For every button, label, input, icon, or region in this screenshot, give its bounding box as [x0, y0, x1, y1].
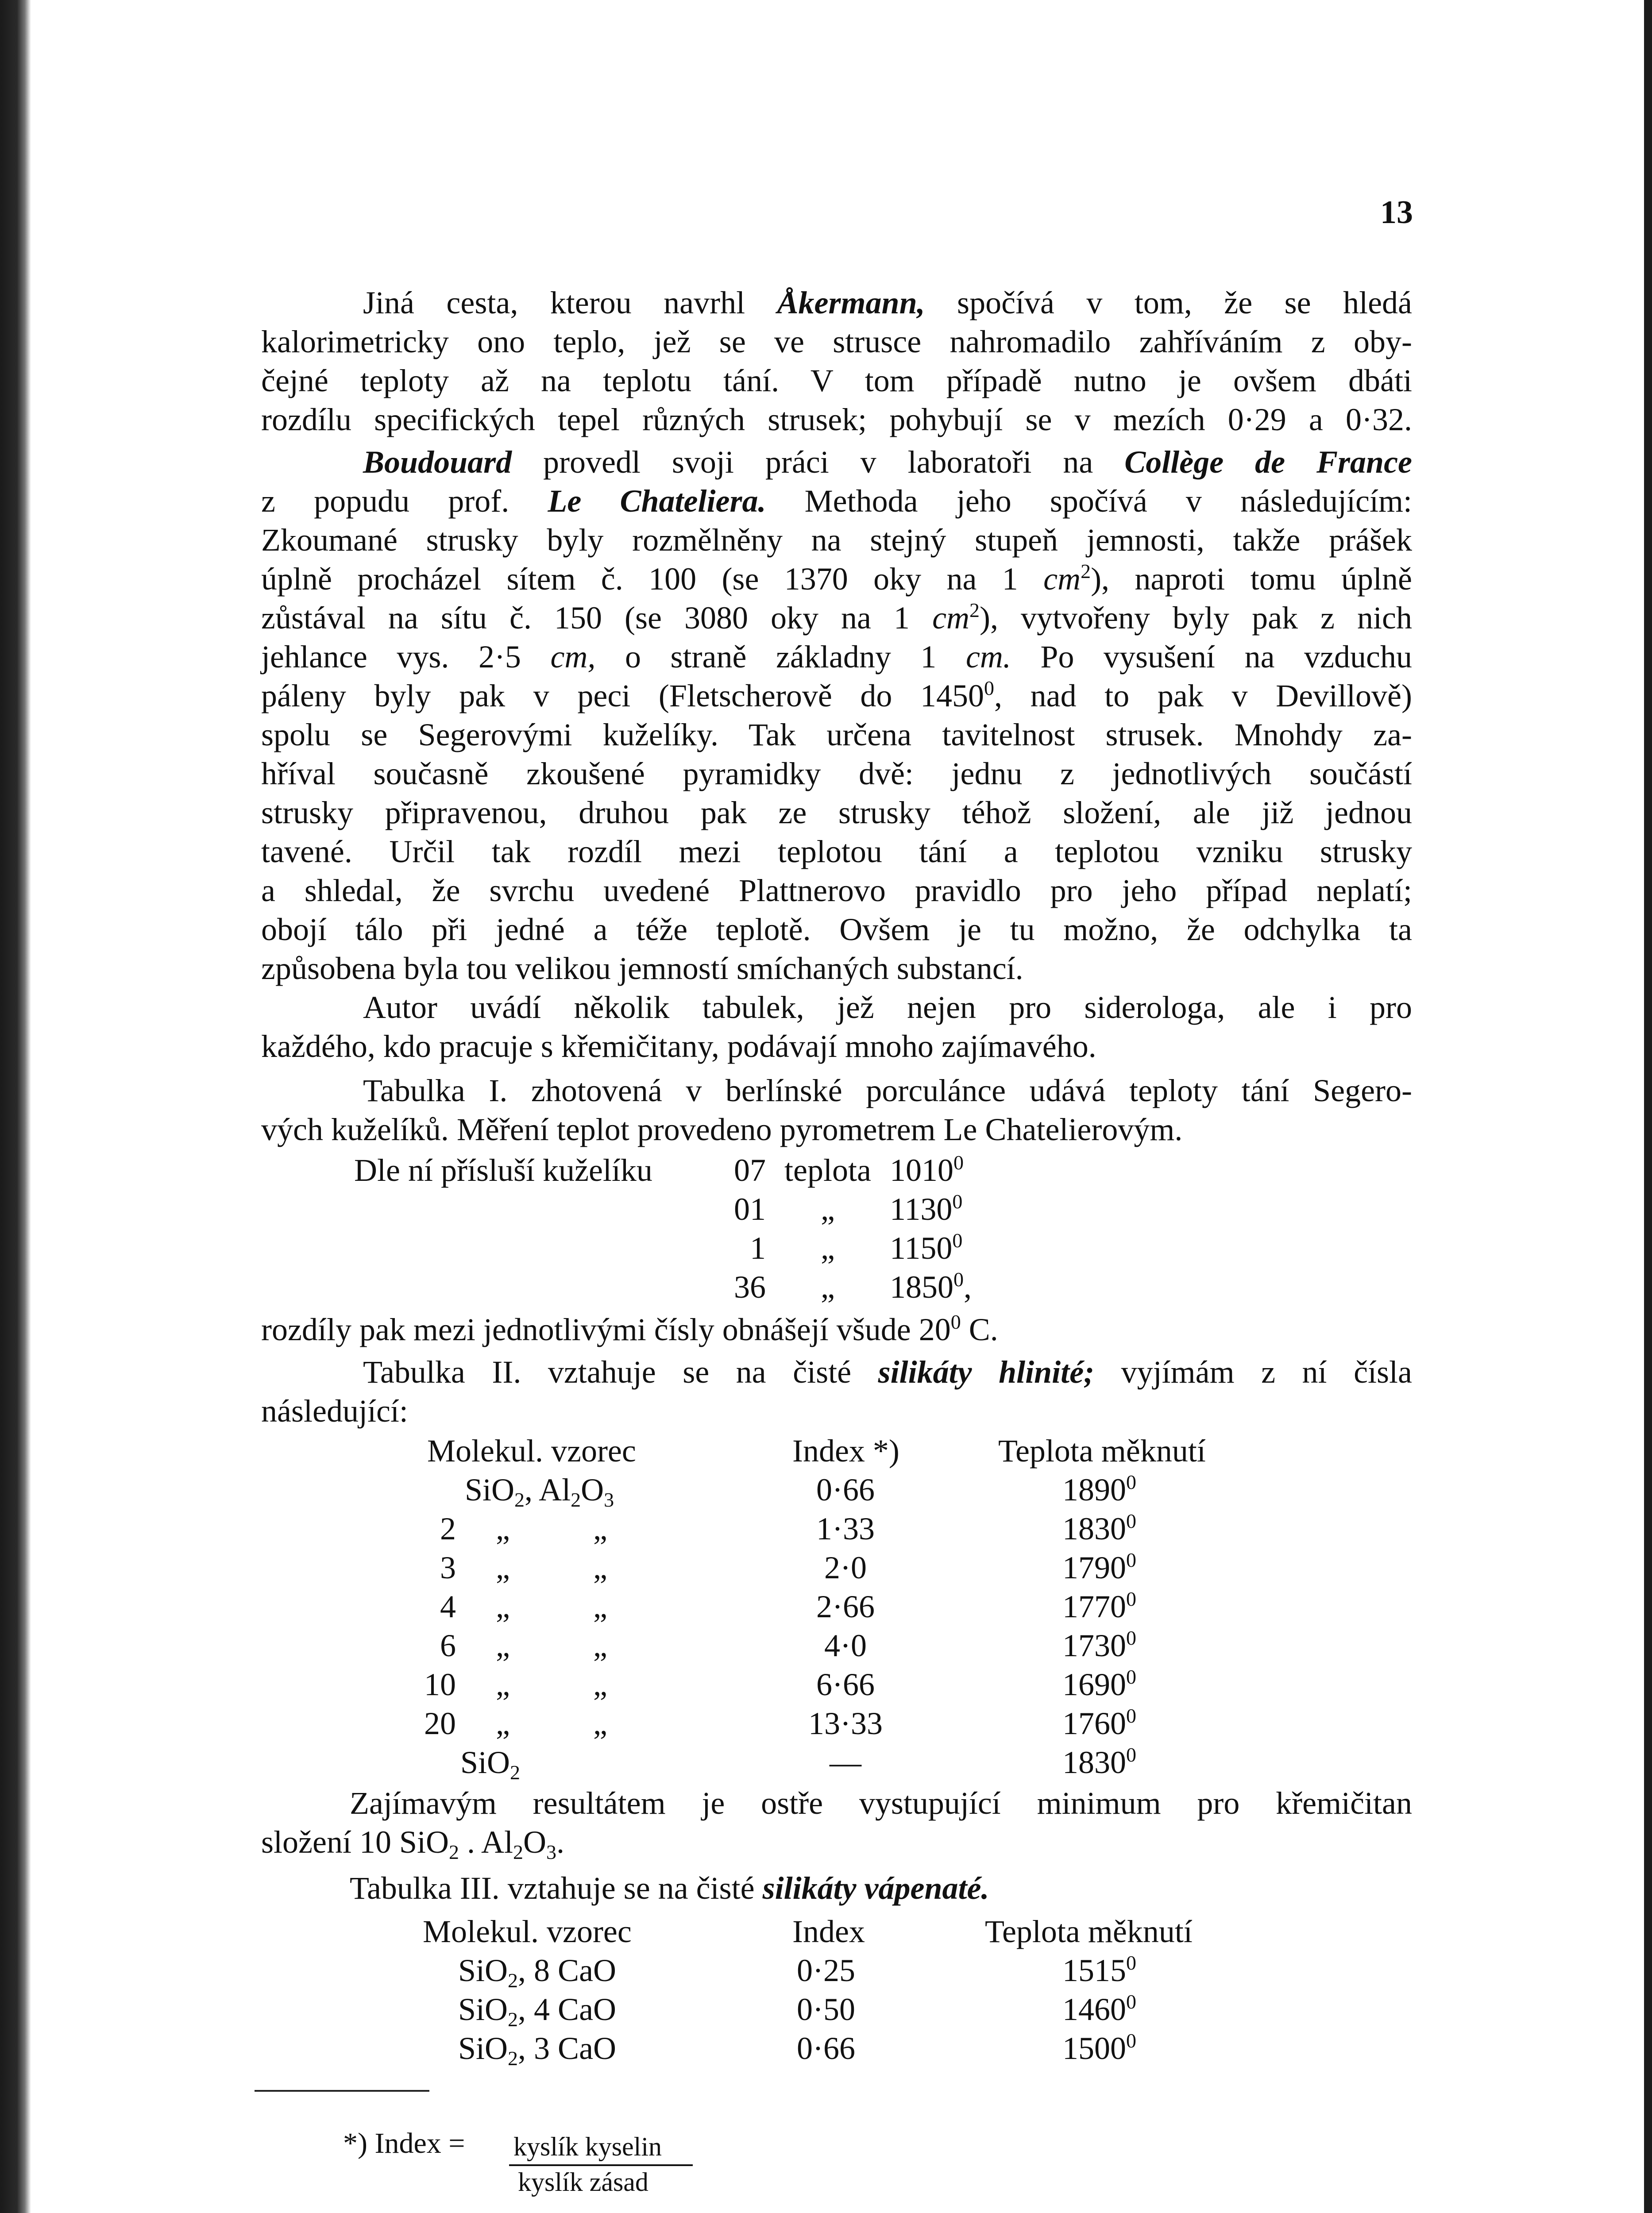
paragraph-1-line-1: Jiná cesta, kterou navrhl Åkermann, spočívá v tom, že se hledá [363, 285, 1412, 320]
paragraph-2-line-9: hříval současně zkoušené pyramidky dvě: jednu z jednotlivých součástí [261, 756, 1412, 791]
table2-row-temp: 1770$^0$ [1062, 1588, 1136, 1624]
table2-row-ditto: „ [496, 1589, 510, 1624]
table1-temp: 1130$^0$ [890, 1190, 963, 1227]
table3-header-formula: Molekul. vzorec [423, 1914, 632, 1949]
table2-row-formula: SiO2, Al2O3 [465, 1472, 614, 1511]
paragraph-1-line-3: čejné teploty až na teplotu tání. V tom případě nutno je ovšem dbáti [261, 363, 1412, 398]
table2-header-temp: Teplota měknutí [998, 1433, 1206, 1469]
page-number: 13 [1380, 194, 1413, 231]
table2-row-ditto: „ [593, 1550, 607, 1585]
footnote-numerator: kyslík kyselin [513, 2132, 662, 2161]
table2-row-ditto: „ [496, 1628, 510, 1663]
paragraph-2-line-5: zůstával na sítu č. 150 (se 3080 oky na 1 $cm^2$), vytvořeny byly pak z nich [261, 599, 1413, 636]
table2-row-index: 6·66 [816, 1667, 875, 1702]
paragraph-3-line-1: Autor uvádí několik tabulek, jež nejen pro siderologa, ale i pro [363, 990, 1412, 1025]
table3-header-temp: Teplota měknutí [985, 1914, 1193, 1949]
paragraph-4-line-2: vých kuželíků. Měření teplot provedeno pyrometrem Le Chatelierovým. [261, 1112, 1183, 1147]
table1-cone: 1 [750, 1230, 766, 1266]
paragraph-5-line-1: Zajímavým resultátem je ostře vystupující minimum pro křemičitan [350, 1785, 1412, 1821]
paragraph-2-line-11: tavené. Určil tak rozdíl mezi teplotou tání a teplotou vzniku strusky [261, 834, 1412, 869]
table1-label: teplota [784, 1153, 871, 1188]
table1-temp: 1150$^0$ [890, 1229, 963, 1266]
table1-cone: 01 [734, 1191, 766, 1227]
paragraph-2-line-14: způsobena byla tou velikou jemností smíchaných substancí. [261, 951, 1023, 986]
paragraph-1-line-4: rozdílu specifických tepel různých strusek; pohybují se v mezích 0·29 a 0·32. [261, 402, 1412, 437]
table3-intro: Tabulka III. vztahuje se na čisté silikáty vápenaté. [350, 1870, 989, 1906]
table2-intro-line-1: Tabulka II. vztahuje se na čisté silikáty hlinité; vyjímám z ní čísla [363, 1354, 1413, 1390]
table1-label: „ [821, 1191, 835, 1227]
table2-row-ditto: „ [593, 1589, 607, 1624]
table2-row-temp: 1760$^0$ [1062, 1704, 1136, 1741]
paragraph-2-line-4: úplně procházel sítem č. 100 (se 1370 oky na 1 $cm^2$), naproti tomu úplně [261, 560, 1413, 597]
table2-row-ditto: „ [593, 1667, 607, 1702]
paragraph-2-line-10: strusky připravenou, druhou pak ze strusky téhož složení, ale již jednou [261, 795, 1412, 830]
table2-intro-line-2: následující: [261, 1393, 408, 1429]
table2-row-number: 2 [440, 1511, 456, 1546]
table3-row-index: 0·50 [797, 1992, 855, 2027]
table2-row-ditto: „ [496, 1706, 510, 1741]
table3-row-formula: SiO2, 8 CaO [458, 1953, 617, 1992]
paragraph-2-line-3: Zkoumané strusky byly rozmělněny na stejný stupeň jemnosti, takže prášek [261, 522, 1412, 558]
footnote-fraction-bar [509, 2164, 693, 2166]
table2-row-temp: 1890$^0$ [1062, 1471, 1136, 1507]
paragraph-2-line-6: jehlance vys. 2·5 cm, o straně základny 1 cm. Po vysušení na vzduchu [261, 639, 1412, 675]
table2-row-ditto: „ [593, 1706, 607, 1741]
paragraph-4-line-1: Tabulka I. zhotovená v berlínské porculánce udává teploty tání Segero- [363, 1073, 1412, 1108]
table1-intro: Dle ní přísluší kuželíku [354, 1153, 652, 1188]
paragraph-2-line-13: obojí tálo při jedné a téže teplotě. Ovšem je tu možno, že odchylka ta [261, 912, 1412, 947]
table1-label: „ [821, 1230, 835, 1266]
table1-label: „ [821, 1269, 835, 1305]
table1-cone: 36 [734, 1269, 766, 1305]
table2-row-temp: 1790$^0$ [1062, 1549, 1136, 1585]
table2-row-number: 4 [440, 1589, 456, 1624]
table3-header-index: Index [792, 1914, 865, 1949]
table2-row-ditto: „ [496, 1550, 510, 1585]
table1-temp: 1850$^0$, [890, 1268, 972, 1305]
table3-row-formula: SiO2, 3 CaO [458, 2031, 617, 2070]
table2-row-temp: 1690$^0$ [1062, 1666, 1136, 1702]
table3-row-formula: SiO2, 4 CaO [458, 1992, 617, 2031]
paragraph-2-line-7: páleny byly pak v peci (Fletscherově do 1450$^0$, nad to pak v Devillově) [261, 677, 1412, 713]
footnote-label: *) Index = [343, 2127, 465, 2159]
table1-cone: 07 [734, 1153, 766, 1188]
paragraph-2-line-8: spolu se Segerovými kuželíky. Tak určena tavitelnost strusek. Mnohdy za- [261, 717, 1412, 752]
paragraph-3-line-2: každého, kdo pracuje s křemičitany, podávají mnoho zajímavého. [261, 1029, 1096, 1064]
table3-row-index: 0·25 [797, 1953, 855, 1988]
table2-row-ditto: „ [496, 1511, 510, 1546]
table2-header-index: Index *) [792, 1433, 899, 1469]
table1-temp: 1010$^0$ [890, 1151, 964, 1188]
footnote-denominator: kyslík zásad [518, 2167, 648, 2197]
table2-row-ditto: „ [496, 1667, 510, 1702]
book-binding-shadow [0, 0, 31, 2213]
table3-row-temp: 1500$^0$ [1062, 2029, 1136, 2066]
paragraph-1-line-2: kalorimetricky ono teplo, jež se ve strusce nahromadilo zahříváním z oby- [261, 324, 1412, 359]
footnote-rule [255, 2090, 429, 2092]
table2-row-temp: 1830$^0$ [1062, 1743, 1136, 1780]
paragraph-2-line-1: Boudouard provedl svoji práci v laboratoři na Collège de France [363, 444, 1413, 480]
table2-row-temp: 1730$^0$ [1062, 1627, 1136, 1663]
table2-row-number: 10 [424, 1667, 456, 1702]
table2-row-temp: 1830$^0$ [1062, 1510, 1136, 1546]
table2-row-index: 4·0 [824, 1628, 867, 1663]
paragraph-5-line-2: složení 10 SiO2 . Al2O3. [261, 1824, 565, 1863]
table2-row-number: 20 [424, 1706, 456, 1741]
table2-row-number: 6 [440, 1628, 456, 1663]
table2-row-ditto: „ [593, 1628, 607, 1663]
table2-row-number: 3 [440, 1550, 456, 1585]
table2-row-index: 2·0 [824, 1550, 867, 1585]
table3-row-index: 0·66 [797, 2031, 855, 2066]
table2-header-formula: Molekul. vzorec [427, 1433, 636, 1469]
table2-row-index: — [830, 1745, 861, 1780]
table3-row-temp: 1515$^0$ [1062, 1951, 1136, 1988]
table2-row-index: 13·33 [808, 1706, 883, 1741]
table2-row-index: 0·66 [816, 1472, 875, 1507]
page-edge-right [1644, 0, 1652, 2213]
table2-row-index: 1·33 [816, 1511, 875, 1546]
paragraph-2-line-12: a shledal, že svrchu uvedené Plattnerovo pravidlo pro jeho případ neplatí; [261, 873, 1412, 908]
table3-row-temp: 1460$^0$ [1062, 1990, 1136, 2027]
table2-row-formula: SiO2 [460, 1745, 521, 1784]
table2-row-ditto: „ [593, 1511, 607, 1546]
table1-after: rozdíly pak mezi jednotlivými čísly obnášejí všude $20^0$ C. [261, 1311, 998, 1347]
paragraph-2-line-2: z popudu prof. Le Chateliera. Methoda jeho spočívá v následujícím: [261, 483, 1412, 519]
table2-row-index: 2·66 [816, 1589, 875, 1624]
